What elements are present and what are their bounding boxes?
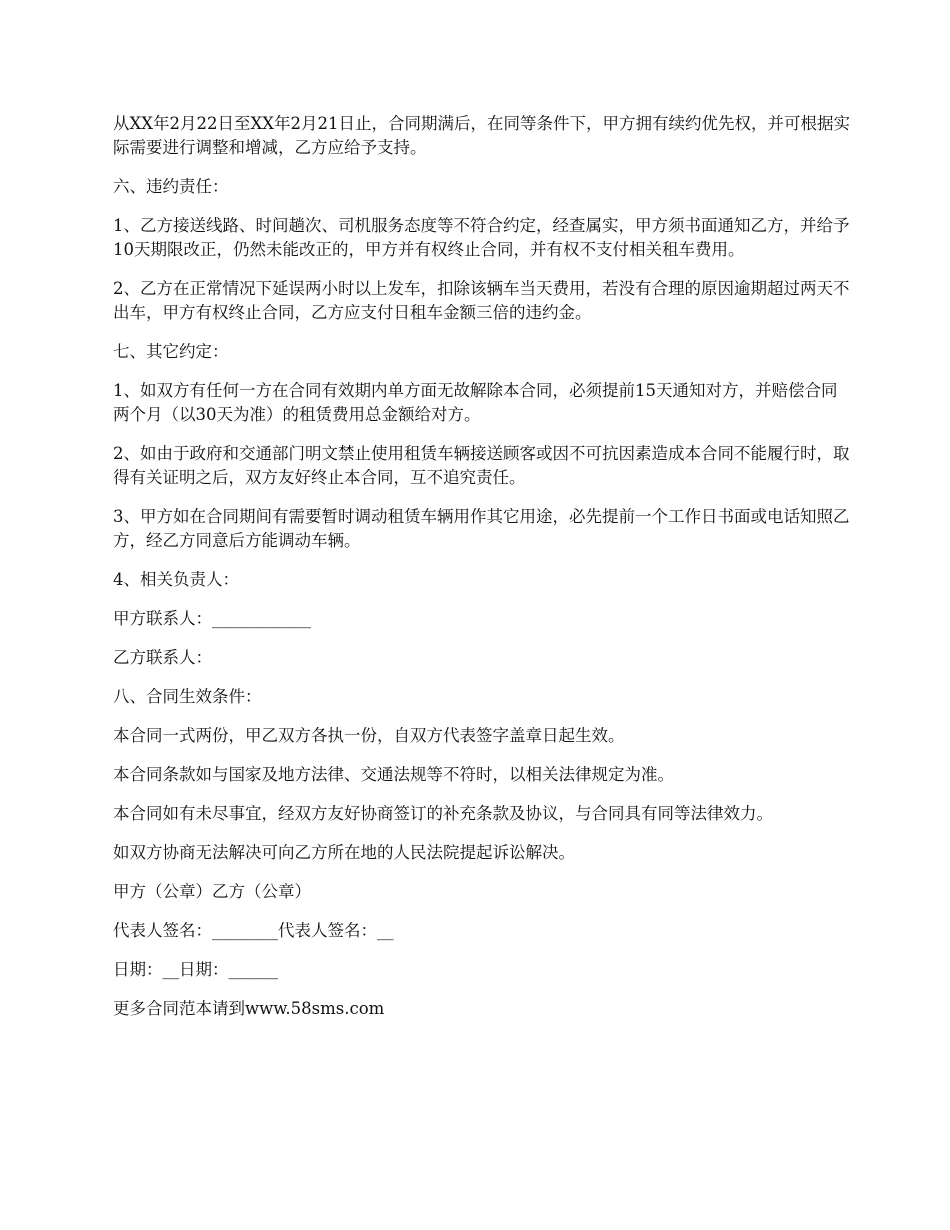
clause-paragraph: 1、乙方接送线路、时间趟次、司机服务态度等不符合约定，经查属实，甲方须书面通知乙方，并给予10天期限改正，仍然未能改正的，甲方并有权终止合同，并有权不支付相关租车费用。 xyxy=(113,216,850,259)
signature-line: 代表人签名：________代表人签名：__ xyxy=(113,921,394,940)
dispute-paragraph: 如双方协商无法解决可向乙方所在地的人民法院提起诉讼解决。 xyxy=(113,843,575,862)
party-b-contact-line: 乙方联系人： xyxy=(113,648,212,667)
clause-paragraph: 2、乙方在正常情况下延误两小时以上发车，扣除该辆车当天费用，若没有合理的原因逾期超过两天不出车，甲方有权终止合同，乙方应支付日租车金额三倍的违约金。 xyxy=(113,279,850,322)
seal-line: 甲方（公章）乙方（公章） xyxy=(113,882,311,901)
section-heading-effective-conditions: 八、合同生效条件： xyxy=(113,687,262,706)
effective-paragraph: 本合同如有未尽事宜，经双方友好协商签订的补充条款及协议，与合同具有同等法律效力。 xyxy=(113,804,773,823)
clause-heading-contacts: 4、相关负责人： xyxy=(113,570,239,589)
clause-paragraph: 2、如由于政府和交通部门明文禁止使用租赁车辆接送顾客或因不可抗因素造成本合同不能履行时，取得有关证明之后，双方友好终止本合同，互不追究责任。 xyxy=(113,444,850,487)
term-paragraph: 从XX年2月22日至XX年2月21日止，合同期满后，在同等条件下，甲方拥有续约优先权，并可根据实际需要进行调整和增减，乙方应给予支持。 xyxy=(113,114,850,157)
effective-paragraph: 本合同一式两份，甲乙双方各执一份，自双方代表签字盖章日起生效。 xyxy=(113,726,625,745)
document-body xyxy=(113,112,853,1036)
effective-paragraph: 本合同条款如与国家及地方法律、交通法规等不符时，以相关法律规定为准。 xyxy=(113,765,674,784)
party-a-contact-line: 甲方联系人：____________ xyxy=(113,609,311,628)
clause-paragraph: 3、甲方如在合同期间有需要暂时调动租赁车辆用作其它用途，必先提前一个工作日书面或电话知照乙方，经乙方同意后方能调动车辆。 xyxy=(113,507,850,550)
footer-more-templates: 更多合同范本请到www.58sms.com xyxy=(113,999,385,1018)
clause-paragraph: 1、如双方有任何一方在合同有效期内单方面无故解除本合同，必须提前15天通知对方，并赔偿合同两个月（以30天为准）的租赁费用总金额给对方。 xyxy=(113,381,838,424)
date-line: 日期：__日期：______ xyxy=(113,960,278,979)
section-heading-breach-liability: 六、违约责任： xyxy=(113,177,229,196)
section-heading-other-agreements: 七、其它约定： xyxy=(113,342,229,361)
